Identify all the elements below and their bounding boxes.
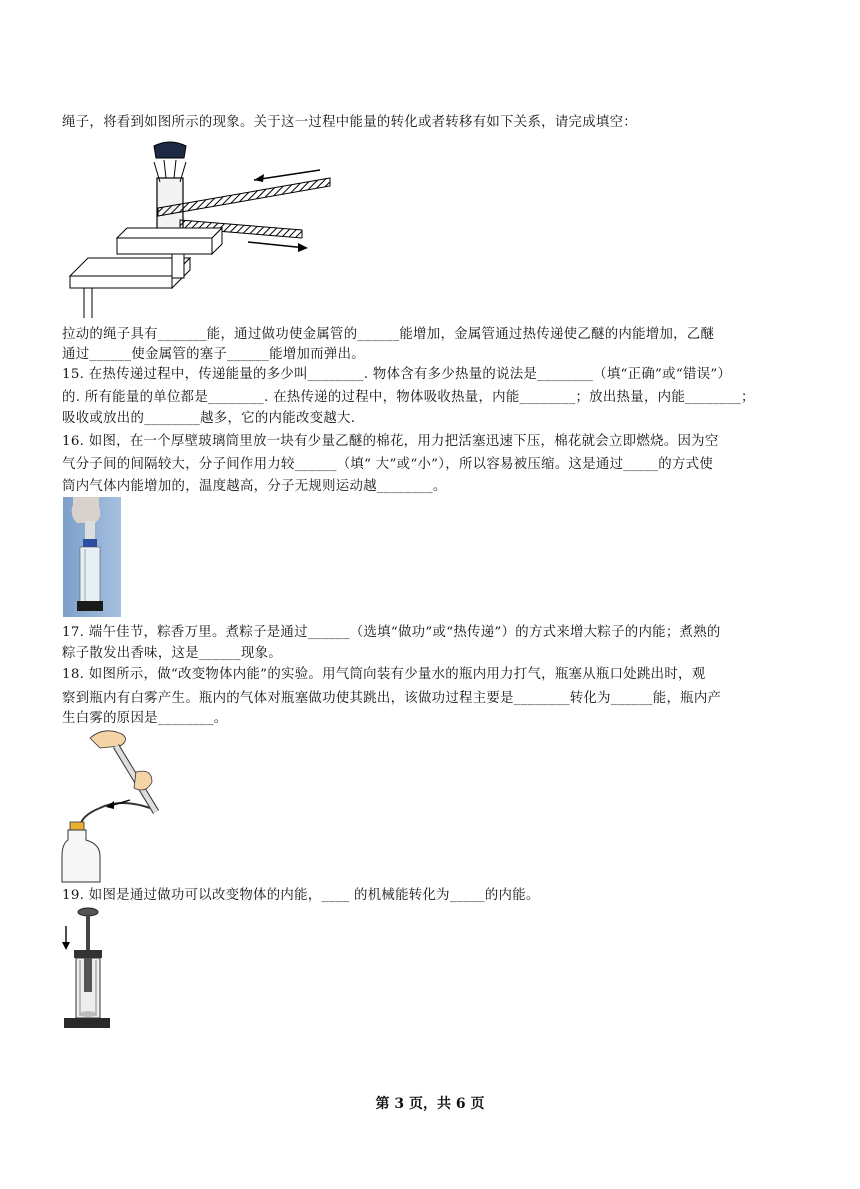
pump-bottle-figure	[60, 728, 166, 884]
text-line: 察到瓶内有白雾产生。瓶内的气体对瓶塞做功使其跳出，该做功过程主要是________转化为______能，瓶内产	[62, 691, 722, 706]
text-line: 拉动的绳子具有_______能，通过做功使金属管的______能增加，金属管通过热传递使乙醚的内能增加，乙醚	[62, 327, 715, 342]
text-line: 气分子间的间隔较大，分子间作用力较______（填“ 大”或“小”），所以容易被压缩。这是通过_____的方式使	[62, 457, 714, 472]
text-line: 16. 如图，在一个厚壁玻璃筒里放一块有少量乙醚的棉花，用力把活塞迅速下压，棉花就会立即燃烧。因为空	[62, 434, 719, 449]
text-line: 筒内气体内能增加的，温度越高，分子无规则运动越________。	[62, 479, 447, 494]
text-line: 粽子散发出香味，这是______现象。	[62, 646, 282, 661]
text-line: 生白雾的原因是________。	[62, 711, 228, 726]
rope-tube-figure	[62, 138, 334, 320]
text-line: 通过______使金属管的塞子______能增加而弹出。	[62, 347, 365, 362]
text-line: 绳子，将看到如图所示的现象。关于这一过程中能量的转化或者转移有如下关系，请完成填空：	[62, 115, 638, 130]
page-footer: 第 3 页，共 6 页	[375, 1096, 485, 1112]
text-line: 17. 端午佳节，粽香万里。煮粽子是通过______（选填“做功”或“热传递”）的方式来增大粽子的内能；煮熟的	[62, 625, 721, 640]
text-line: 19. 如图是通过做功可以改变物体的内能，____ 的机械能转化为_____的内能。	[62, 888, 540, 903]
compression-cylinder-figure	[60, 906, 112, 1036]
text-line: 15. 在热传递过程中，传递能量的多少叫________. 物体含有多少热量的说法是________（填“正确”或“错误”）	[62, 367, 732, 382]
text-line: 18. 如图所示，做“改变物体内能”的实验。用气筒向装有少量水的瓶内用力打气，瓶塞从瓶口处跳出时，观	[62, 667, 706, 682]
text-line: 吸收或放出的________越多，它的内能改变越大.	[62, 411, 356, 426]
glass-cylinder-photo	[63, 497, 121, 617]
text-line: 的. 所有能量的单位都是________. 在热传递的过程中，物体吸收热量，内能________；放出热量，内能________；	[62, 390, 755, 405]
